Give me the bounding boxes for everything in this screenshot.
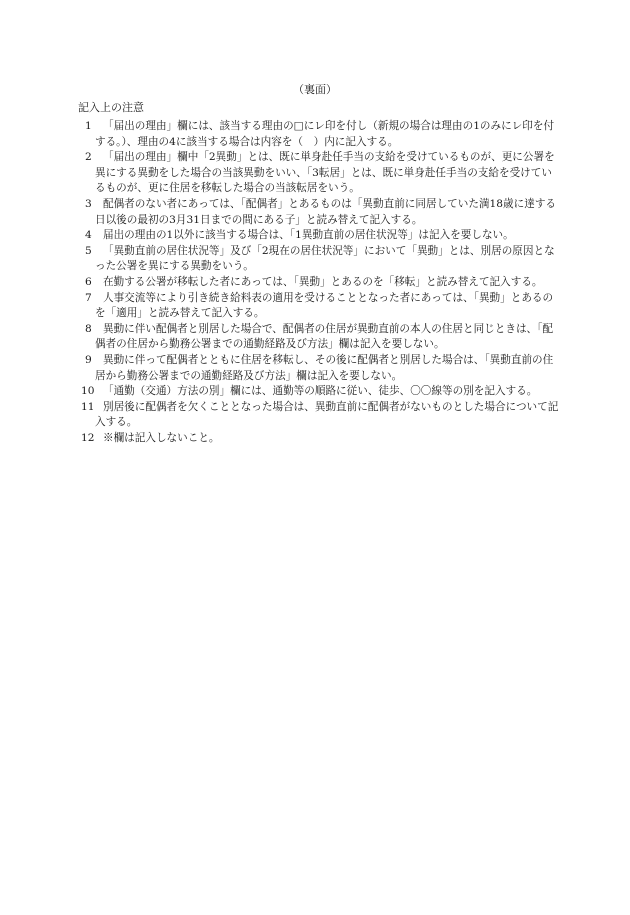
note-item [85, 228, 560, 244]
note-number: 1 [85, 120, 92, 132]
note-number: 3 [85, 197, 92, 210]
note-text: 在勤する公署が移転した者にあっては、「異動」とあるのを「移転」と読み替えて記入する。 [103, 275, 543, 288]
note-text: 「届出の理由」欄には、該当する理由の□にレ印を付し（新規の場合は理由の1のみにレ印を付する。）、理由の4に該当する場合は内容を（ ）内に記入する。 [95, 120, 555, 148]
note-text: 配偶者のない者にあっては、「配偶者」とあるものは「異動直前に同居していた満18歳に達する日以後の最初の3月31日までの間にある子」と読み替えて記入する。 [95, 197, 557, 226]
note-text: 届出の理由の1以外に該当する場合は、「1異動直前の居住状況等」は記入を要しない。 [103, 229, 514, 242]
page-subtitle: （裏面） [293, 83, 337, 96]
note-text: 別居後に配偶者を欠くこととなった場合は、異動直前に配偶者がないものとした場合について記入する。 [95, 400, 559, 429]
note-item [85, 353, 560, 384]
note-text: 異動に伴い配偶者と別居した場合で、配偶者の住居が異動直前の本人の住居と同じときは、「配偶者の住居から勤務公署までの通勤経路及び方法」欄は記入を要しない。 [95, 322, 554, 351]
note-item [81, 431, 560, 447]
note-item [85, 197, 560, 228]
note-number: 8 [85, 322, 92, 335]
note-text: 「届出の理由」欄中「2異動」とは、既に単身赴任手当の支給を受けているものが、更に公署を異にする異動をした場合の当該異動をいい、「3転居」とは、既に単身赴任手当の支給を受けているものが、更に住居を移転した場合の当該転居をいう。 [95, 151, 555, 195]
note-number: 7 [85, 291, 92, 304]
note-number: 10 [81, 385, 95, 398]
note-number: 5 [85, 244, 92, 257]
note-item [85, 291, 560, 322]
note-item [85, 322, 560, 353]
note-number: 12 [81, 431, 95, 444]
note-number: 4 [85, 229, 92, 242]
note-item [85, 244, 560, 275]
note-item [85, 119, 560, 150]
notes-heading: 記入上の注意 [78, 101, 144, 114]
note-text: 異動に伴って配偶者とともに住居を移転し、その後に配偶者と別居した場合は、「異動直前の住居から勤務公署までの通勤経路及び方法」欄は記入を要しない。 [95, 353, 554, 382]
note-item [85, 150, 560, 197]
notes-list [81, 119, 560, 446]
note-text: ※欄は記入しないこと。 [103, 431, 220, 444]
note-number: 2 [85, 151, 92, 164]
note-text: 人事交流等により引き続き給料表の適用を受けることとなった者にあっては、「異動」とあるのを「適用」と読み替えて記入する。 [95, 291, 554, 320]
note-item [85, 275, 560, 291]
note-item [81, 384, 560, 400]
note-text: 「通勤（交通）方法の別」欄には、通勤等の順路に従い、徒歩、〇〇線等の別を記入する。 [103, 385, 538, 398]
note-number: 11 [81, 400, 95, 413]
note-item [81, 400, 560, 431]
note-number: 6 [85, 275, 92, 288]
note-text: 「異動直前の居住状況等」及び「2現在の居住状況等」において「異動」とは、別居の原因となった公署を異にする異動をいう。 [95, 244, 555, 273]
note-number: 9 [85, 353, 92, 366]
